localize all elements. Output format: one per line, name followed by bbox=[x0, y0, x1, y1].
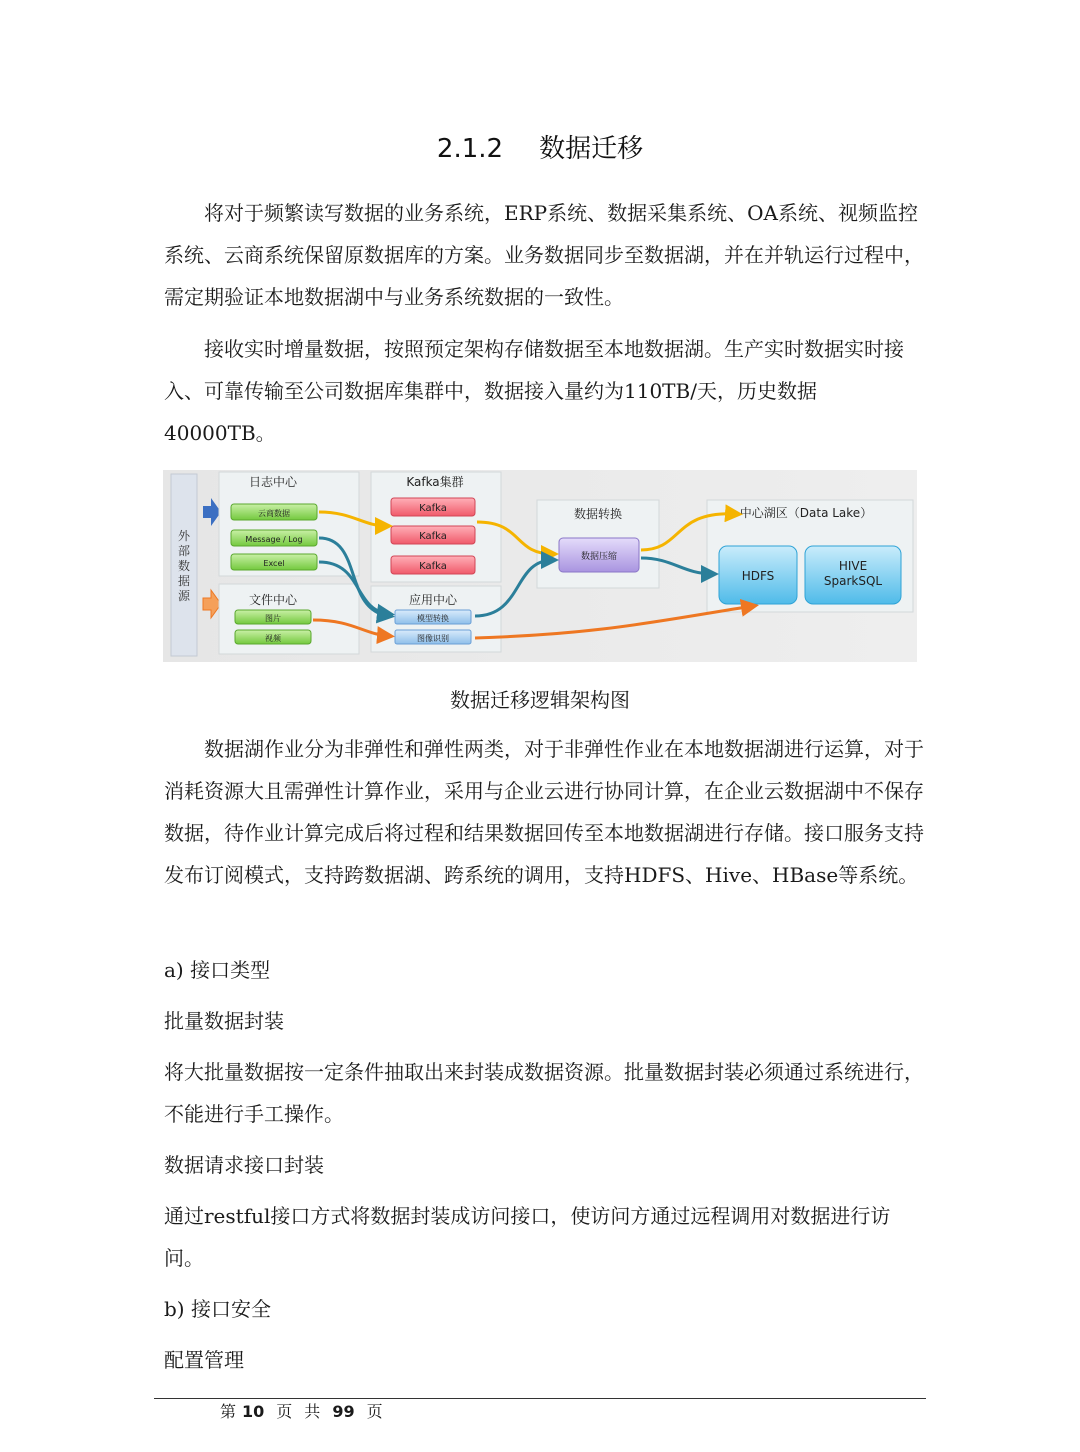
svg-text:据: 据 bbox=[177, 574, 191, 588]
svg-text:部: 部 bbox=[177, 544, 191, 558]
footer-mid2: 共 bbox=[304, 1402, 321, 1421]
svg-text:数: 数 bbox=[177, 559, 191, 573]
svg-text:外: 外 bbox=[177, 529, 191, 543]
svg-text:源: 源 bbox=[177, 589, 191, 603]
page-footer bbox=[220, 1400, 389, 1424]
batch-title: 批量数据封装 bbox=[164, 1009, 284, 1033]
kafka-node-3: Kafka bbox=[419, 561, 447, 572]
config-title: 配置管理 bbox=[164, 1348, 244, 1372]
page-number: 10 bbox=[242, 1402, 265, 1421]
lake-hive: HIVE bbox=[838, 559, 868, 573]
lake-hdfs: HDFS bbox=[741, 569, 775, 583]
paragraph-2: 接收实时增量数据，按照预定架构存储数据至本地数据湖。生产实时数据实时接入、可靠传输至公司数据库集群中，数据接入量约为110TB/天，历史数据40000TB。 bbox=[164, 337, 904, 445]
kafka-node-2: Kafka bbox=[419, 531, 447, 542]
file-center-title: 文件中心 bbox=[248, 593, 298, 607]
footer-mid1: 页 bbox=[276, 1402, 293, 1421]
architecture-diagram bbox=[163, 470, 917, 662]
request-title: 数据请求接口封装 bbox=[164, 1153, 324, 1177]
section-number: 2.1.2 bbox=[436, 134, 504, 164]
request-text: 通过restful接口方式将数据封装成访问接口，使访问方通过远程调用对数据进行访问。 bbox=[164, 1204, 891, 1270]
log-item-1: 云商数据 bbox=[258, 509, 290, 518]
file-item-1: 图片 bbox=[265, 614, 281, 623]
lake-sparksql: SparkSQL bbox=[823, 574, 883, 588]
transform-item: 数据压缩 bbox=[580, 552, 618, 562]
paragraph-1: 将对于频繁读写数据的业务系统，ERP系统、数据采集系统、OA系统、视频监控系统、云商系统保留原数据库的方案。业务数据同步至数据湖，并在并轨运行过程中，需定期验证本地数据湖中与业务系统数据的一致性。 bbox=[164, 201, 924, 309]
total-pages: 99 bbox=[332, 1402, 355, 1421]
footer-pre: 第 bbox=[220, 1402, 237, 1421]
app-item-1: 模型转换 bbox=[417, 614, 449, 623]
item-b-heading: b) 接口安全 bbox=[164, 1297, 271, 1321]
log-item-2: Message / Log bbox=[245, 535, 303, 544]
external-source-label bbox=[178, 529, 191, 603]
lake-title: 中心湖区（Data Lake） bbox=[739, 506, 873, 520]
section-heading bbox=[0, 128, 1080, 165]
log-item-3: Excel bbox=[263, 559, 285, 568]
app-item-2: 图像识别 bbox=[417, 634, 449, 643]
log-center-title: 日志中心 bbox=[248, 475, 298, 489]
kafka-cluster-title: Kafka集群 bbox=[406, 475, 464, 489]
footer-post: 页 bbox=[366, 1402, 383, 1421]
footer-divider bbox=[154, 1398, 926, 1399]
kafka-node-1: Kafka bbox=[419, 503, 447, 514]
app-center-title: 应用中心 bbox=[408, 593, 458, 607]
item-a-heading: a) 接口类型 bbox=[164, 958, 271, 982]
figure-caption: 数据迁移逻辑架构图 bbox=[450, 688, 630, 712]
section-title: 数据迁移 bbox=[539, 134, 644, 164]
file-item-2: 视频 bbox=[265, 634, 281, 643]
batch-text: 将大批量数据按一定条件抽取出来封装成数据资源。批量数据封装必须通过系统进行，不能进行手工操作。 bbox=[164, 1060, 924, 1126]
transform-title: 数据转换 bbox=[573, 507, 623, 521]
paragraph-3: 数据湖作业分为非弹性和弹性两类，对于非弹性作业在本地数据湖进行运算，对于消耗资源大且需弹性计算作业，采用与企业云进行协同计算，在企业云数据湖中不保存数据，待作业计算完成后将过程和结果数据回传至本地数据湖进行存储。接口服务支持发布订阅模式，支持跨数据湖、跨系统的调用，支持HDFS、Hive、HBase等系统。 bbox=[164, 737, 924, 887]
